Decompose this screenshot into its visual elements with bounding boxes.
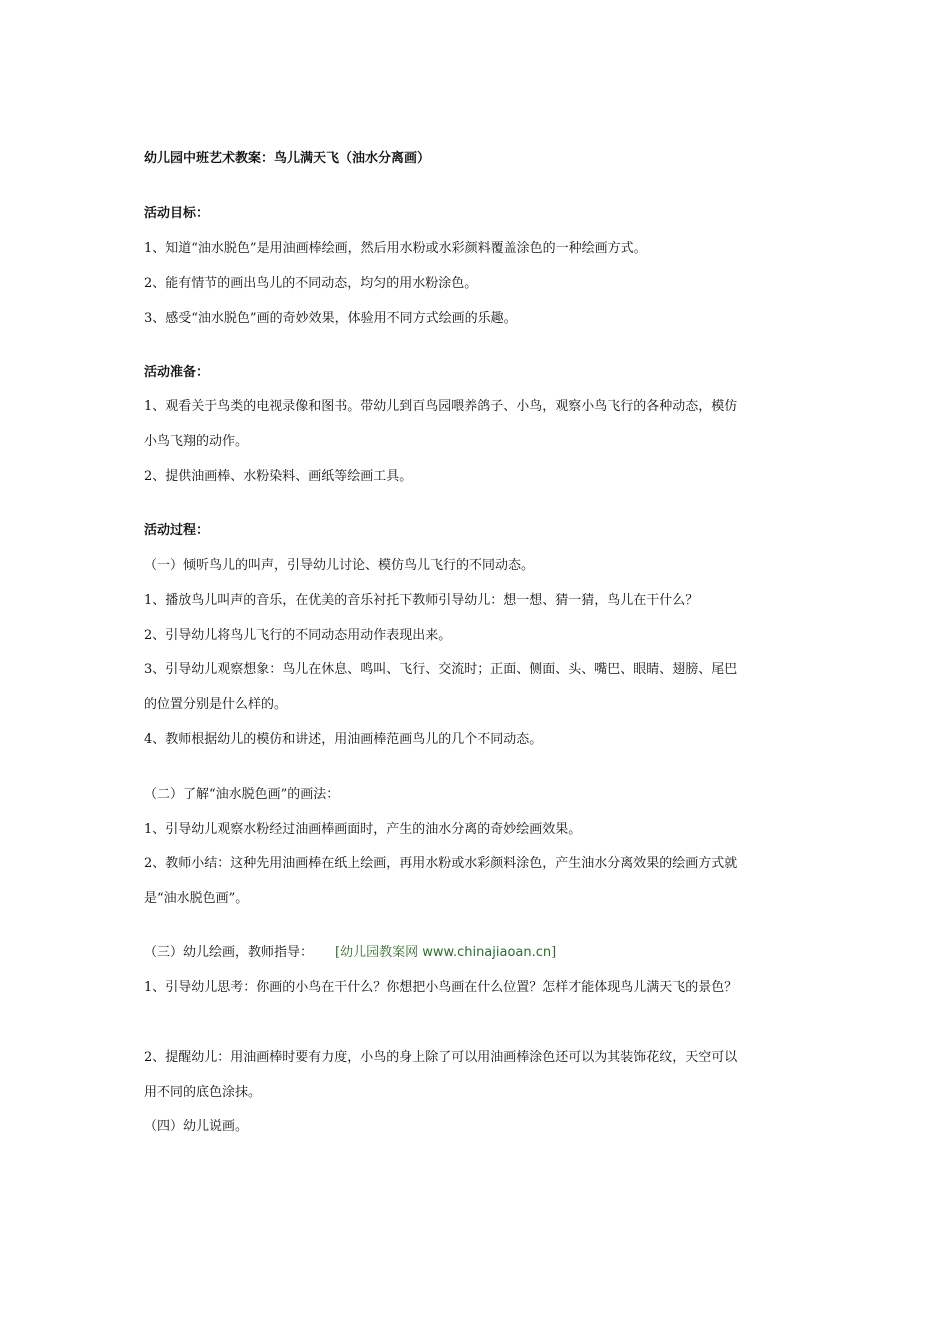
part3-title-row bbox=[144, 944, 824, 962]
prep-item-1-line-2: 小鸟飞翔的动作。 bbox=[144, 434, 249, 449]
part2-item-1: 1、引导幼儿观察水粉经过油画棒画面时，产生的油水分离的奇妙绘画效果。 bbox=[144, 822, 582, 837]
source-link-prefix: [幼儿园教案网 bbox=[335, 945, 423, 960]
part1-item-3-line-2: 的位置分别是什么样的。 bbox=[144, 697, 288, 712]
part3-item-1: 1、引导幼儿思考：你画的小鸟在干什么？你想把小鸟画在什么位置？怎样才能体现鸟儿满天飞的景色？ bbox=[144, 980, 738, 995]
prep-item-1-line-1: 1、观看关于鸟类的电视录像和图书。带幼儿到百鸟园喂养鸽子、小鸟，观察小鸟飞行的各种动态，模仿 bbox=[144, 399, 738, 414]
part1-title: （一）倾听鸟儿的叫声，引导幼儿讨论、模仿鸟儿飞行的不同动态。 bbox=[144, 558, 535, 573]
goal-item-1: 1、知道“油水脱色”是用油画棒绘画，然后用水粉或水彩颜料覆盖涂色的一种绘画方式。 bbox=[144, 241, 647, 256]
document-title: 幼儿园中班艺术教案：鸟儿满天飞（油水分离画） bbox=[144, 151, 431, 166]
prep-item-2: 2、提供油画棒、水粉染料、画纸等绘画工具。 bbox=[144, 469, 413, 484]
goal-item-3: 3、感受“油水脱色”画的奇妙效果，体验用不同方式绘画的乐趣。 bbox=[144, 311, 517, 326]
part3-title: （三）幼儿绘画，教师指导： bbox=[144, 945, 314, 960]
part1-item-4: 4、教师根据幼儿的模仿和讲述，用油画棒范画鸟儿的几个不同动态。 bbox=[144, 732, 543, 747]
process-heading: 活动过程： bbox=[144, 523, 210, 538]
part2-item-2-line-2: 是“油水脱色画”。 bbox=[144, 891, 249, 906]
source-link-suffix: ] bbox=[551, 945, 557, 960]
part3-item-2-line-1: 2、提醒幼儿：用油画棒时要有力度，小鸟的身上除了可以用油画棒涂色还可以为其装饰花纹，天空可以 bbox=[144, 1050, 738, 1065]
source-link-url: www.chinajiaoan.cn bbox=[422, 945, 552, 960]
part1-item-2: 2、引导幼儿将鸟儿飞行的不同动态用动作表现出来。 bbox=[144, 628, 452, 643]
part4-title: （四）幼儿说画。 bbox=[144, 1119, 249, 1134]
source-link[interactable] bbox=[335, 945, 556, 960]
goal-item-2: 2、能有情节的画出鸟儿的不同动态，均匀的用水粉涂色。 bbox=[144, 276, 478, 291]
prep-heading: 活动准备： bbox=[144, 365, 210, 380]
goals-heading: 活动目标： bbox=[144, 206, 210, 221]
part1-item-3-line-1: 3、引导幼儿观察想象：鸟儿在休息、鸣叫、飞行、交流时；正面、侧面、头、嘴巴、眼睛、翅膀、尾巴 bbox=[144, 662, 738, 677]
part3-item-2-line-2: 用不同的底色涂抹。 bbox=[144, 1085, 262, 1100]
part1-item-1: 1、播放鸟儿叫声的音乐，在优美的音乐衬托下教师引导幼儿：想一想、猜一猜，鸟儿在干什么？ bbox=[144, 593, 699, 608]
part2-item-2-line-1: 2、教师小结：这种先用油画棒在纸上绘画，再用水粉或水彩颜料涂色，产生油水分离效果的绘画方式就 bbox=[144, 856, 738, 871]
part2-title: （二）了解“油水脱色画”的画法： bbox=[144, 787, 340, 802]
